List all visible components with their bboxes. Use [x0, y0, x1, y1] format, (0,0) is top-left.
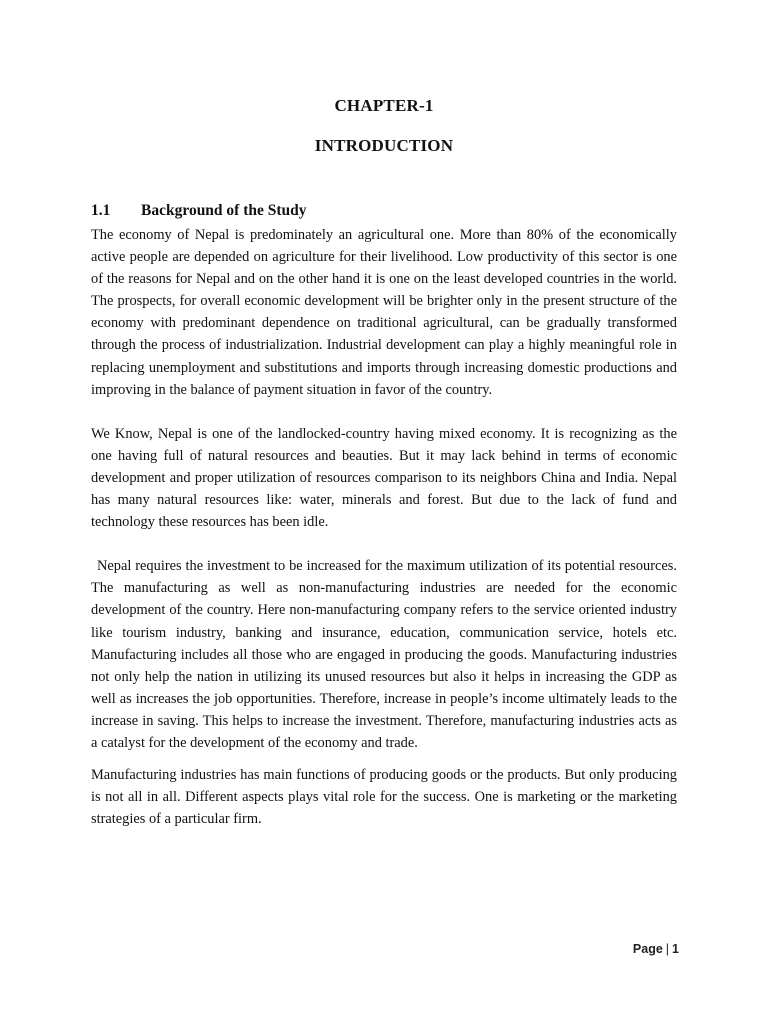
paragraph-3: Nepal requires the investment to be increased for the maximum utilization of its potential resources. The manufacturing as well as non-manufacturing industries are needed for the economic development of the country. Here non-manufacturing company refers to the service oriented industry like tourism industry, banking and insurance, education, communication service, hotels etc. Manufacturing includes all those who are engaged in producing the goods. Manufacturing industries not only help the nation in utilizing its unused resources but also it helps in increasing the GDP as well as increases the job opportunities. Therefore, increase in people’s income ultimately leads to the increase in saving. This helps to increase the investment. Therefore, manufacturing industries acts as a catalyst for the development of the economy and trade. [91, 558, 677, 751]
paragraph-4: Manufacturing industries has main functions of producing goods or the products. But only producing is not all in all. Different aspects plays vital role for the success. One is marketing or the marketing strategies of a particular firm. [91, 767, 677, 828]
section-heading [91, 202, 307, 220]
chapter-title: INTRODUCTION [314, 136, 454, 155]
footer-page-number: 1 [672, 942, 679, 956]
section-title: Background of the Study [141, 202, 307, 219]
footer-page-label: Page [632, 942, 663, 956]
section-number: 1.1 [91, 202, 111, 219]
paragraph-1: The economy of Nepal is predominately an agricultural one. More than 80% of the economically active people are depended on agriculture for their livelihood. Low productivity of this sector is one of the reasons for Nepal and on the other hand it is one on the least developed countries in the world. The prospects, for overall economic development will be brighter only in the present structure of the economy with predominant dependence on traditional agricultural, can be gradually transformed through the process of industrialization. Industrial development can play a highly meaningful role in replacing unemployment and substitutions and imports through increasing domestic productions and improving in the balance of payment situation in favor of the country. [91, 227, 677, 398]
footer-separator: | [665, 942, 670, 956]
body-text [91, 224, 677, 830]
chapter-label: CHAPTER-1 [334, 96, 434, 115]
paragraph-2: We Know, Nepal is one of the landlocked-country having mixed economy. It is recognizing as the one having full of natural resources and beauties. But it may lack behind in terms of economic development and proper utilization of resources comparison to its neighbors China and India. Nepal has many natural resources like: water, minerals and forest. But due to the lack of fund and technology these resources has been idle. [91, 425, 677, 531]
page-footer [633, 942, 679, 956]
